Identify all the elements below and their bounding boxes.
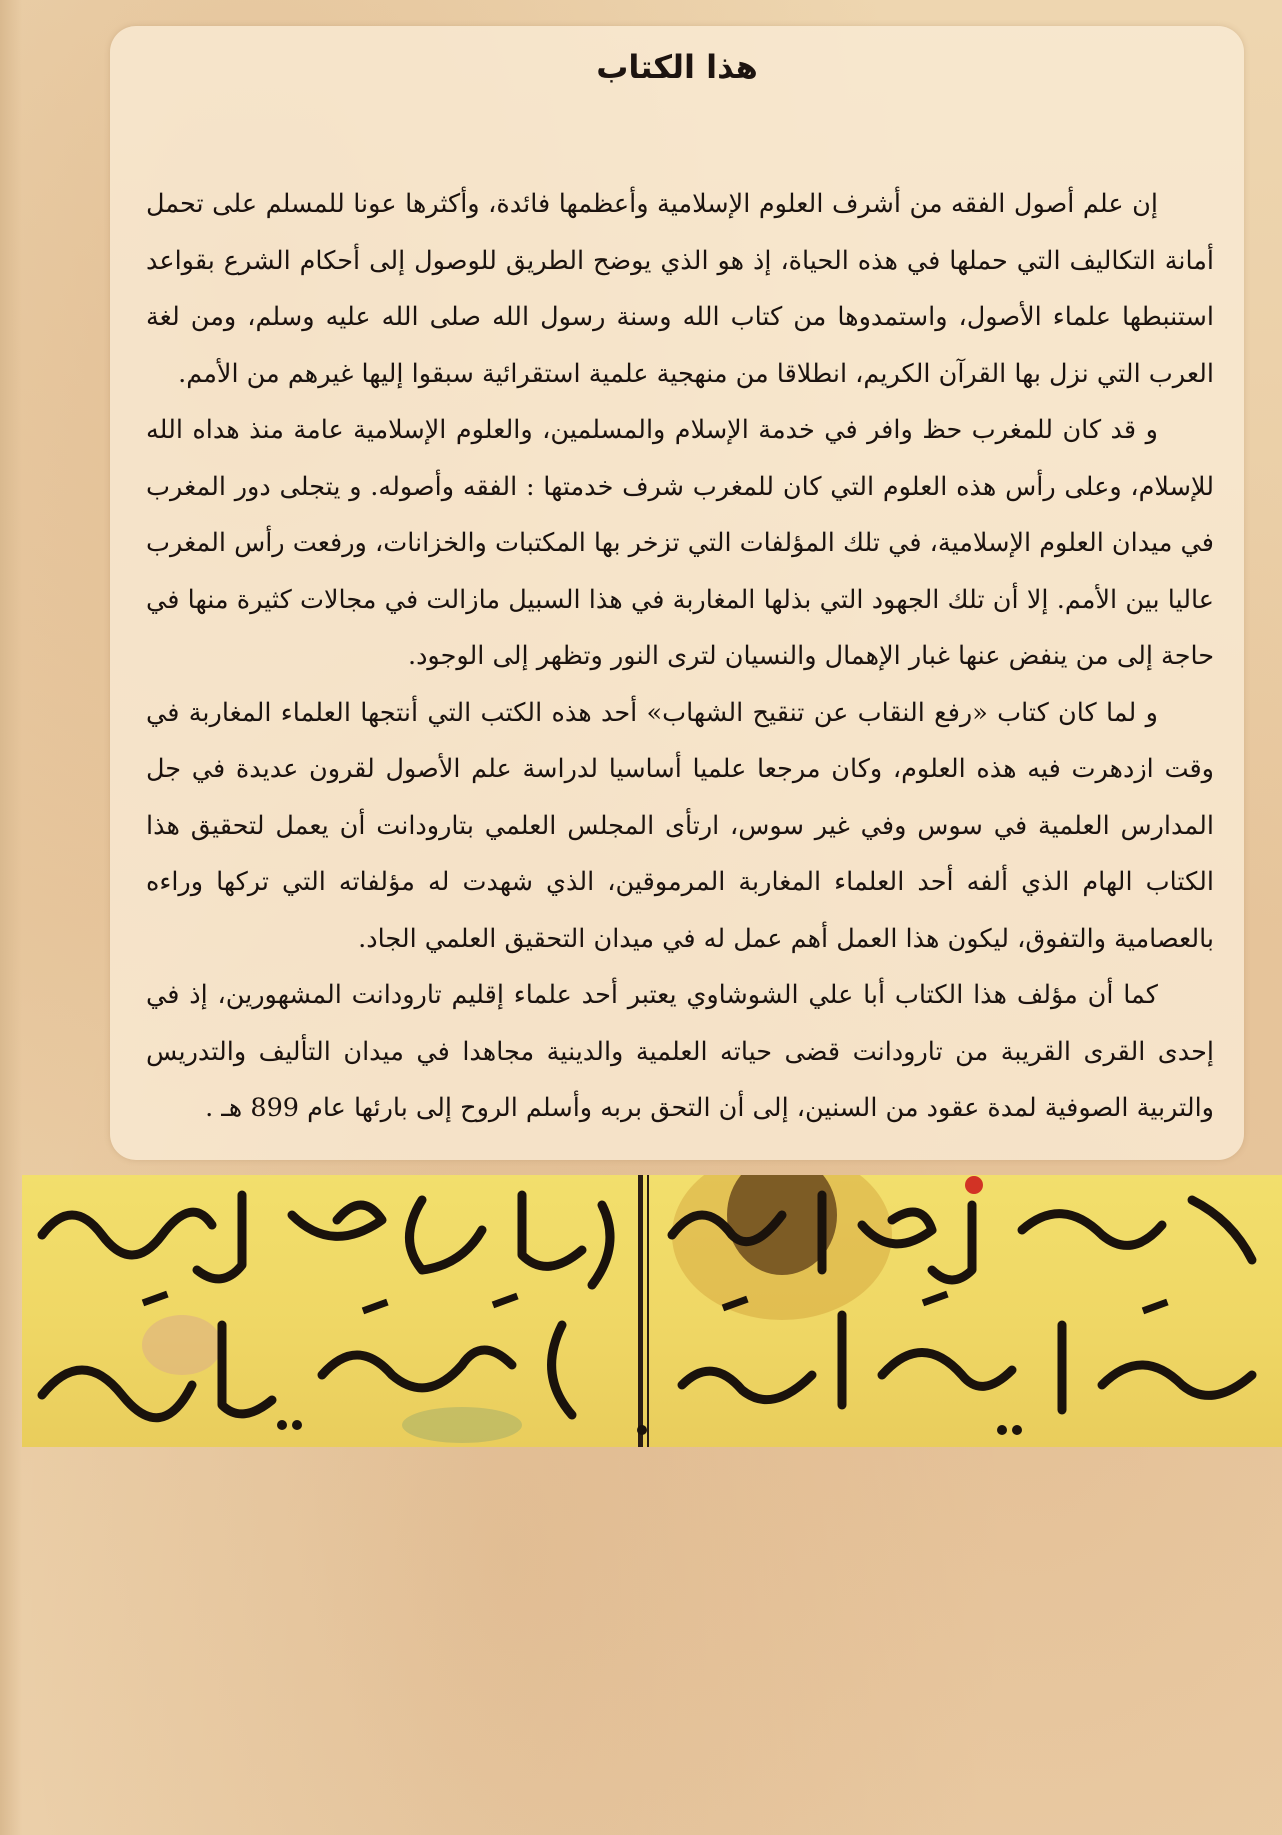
manuscript-image — [22, 1175, 1282, 1447]
paragraph-2: و قد كان للمغرب حظ وافر في خدمة الإسلام والمسلمين، والعلوم الإسلامية عامة منذ هداه الله للإسلام، وعلى رأس هذه العلوم التي كان للمغرب شرف خدمتها : الفقه وأصوله. و يتجلى دور المغرب في ميدان العلوم الإسلامية، في تلك المؤلفات التي تزخر بها المكتبات والخزانات، ورفعت رأس المغرب عاليا بين الأمم. إلا أن تلك الجهود التي بذلها المغاربة في هذا السبيل مازالت في مجالات كثيرة منها في حاجة إلى من ينفض عنها غبار الإهمال والنسيان لترى النور وتظهر إلى الوجود. — [146, 415, 1214, 671]
manuscript-calligraphy-picture — [22, 1175, 1282, 1447]
paragraph-1: إن علم أصول الفقه من أشرف العلوم الإسلامية وأعظمها فائدة، وأكثرها عونا للمسلم على تحمل أمانة التكاليف التي حملها في هذه الحياة، إذ هو الذي يوضح الطريق للوصول إلى أحكام الشرع بقواعد استنبطها علماء الأصول، واستمدوها من كتاب الله وسنة رسول الله صلى الله عليه وسلم، ومن لغة العرب التي نزل بها القرآن الكريم، انطلاقا من منهجية علمية استقرائية سبقوا إليها غيرهم من الأمم. — [146, 189, 1214, 389]
panel-title: هذا الكتاب — [596, 48, 758, 86]
panel-body — [146, 176, 1214, 1137]
paragraph-4: كما أن مؤلف هذا الكتاب أبا علي الشوشاوي يعتبر أحد علماء إقليم تارودانت المشهورين، إذ في إحدى القرى القريبة من تارودانت قضى حياته العلمية والدينية مجاهدا في ميدان التأليف والتدريس والتربية الصوفية لمدة عقود من السنين، إلى أن التحق بربه وأسلم الروح إلى بارئها عام 899 هـ . — [146, 980, 1214, 1123]
text-panel — [110, 26, 1244, 1160]
paragraph-3: و لما كان كتاب «رفع النقاب عن تنقيح الشهاب» أحد هذه الكتب التي أنتجها العلماء المغاربة في وقت ازدهرت فيه هذه العلوم، وكان مرجعا علميا أساسيا لدراسة علم الأصول لقرون عديدة في جل المدارس العلمية في سوس وفي غير سوس، ارتأى المجلس العلمي بتارودانت أن يعمل لتحقيق هذا الكتاب الهام الذي ألفه أحد العلماء المغاربة المرموقين، الذي شهدت له مؤلفاته التي تركها وراءه بالعصامية والتفوق، ليكون هذا العمل أهم عمل له في ميدان التحقيق العلمي الجاد. — [146, 697, 1214, 954]
page-edge-shadow — [0, 0, 22, 1835]
